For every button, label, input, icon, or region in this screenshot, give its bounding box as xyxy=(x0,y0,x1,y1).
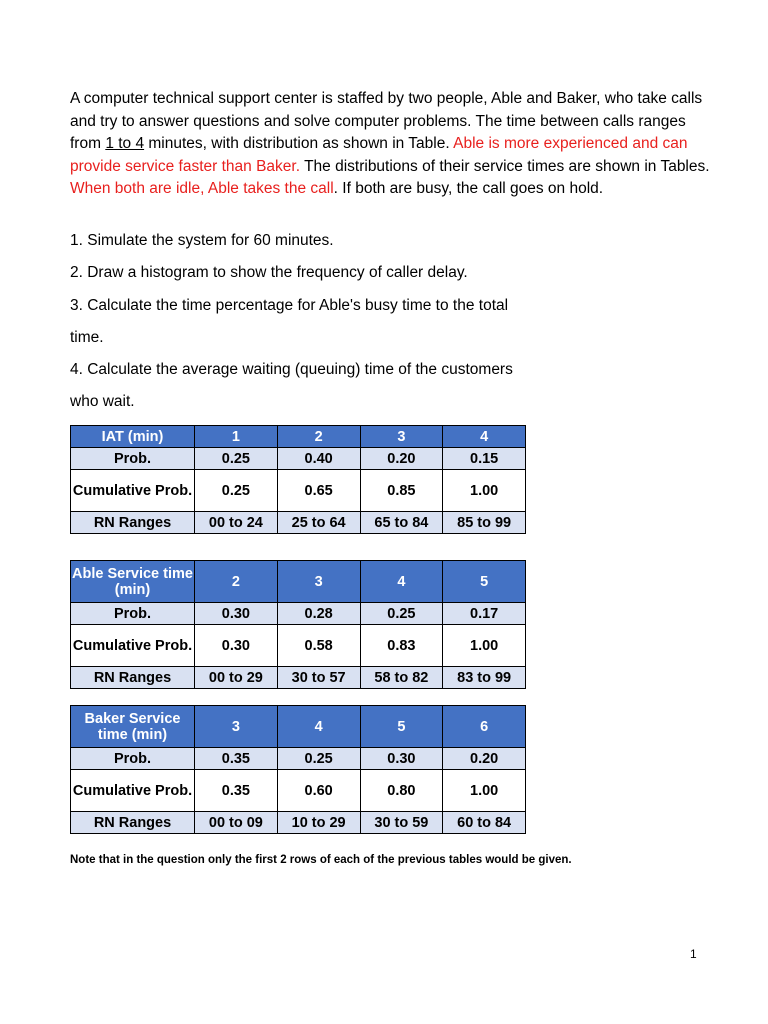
table-cell: 58 to 82 xyxy=(360,667,443,689)
header-cell: 5 xyxy=(443,561,526,603)
table-cell: 0.25 xyxy=(195,448,278,470)
header-label: IAT (min) xyxy=(71,426,195,448)
interarrival-range: 1 to 4 xyxy=(105,135,145,153)
intro-text-4: . If both are busy, the call goes on hold. xyxy=(333,180,604,198)
header-cell: 6 xyxy=(443,706,526,748)
table-cell: 1.00 xyxy=(443,470,526,512)
iat-table xyxy=(70,425,526,534)
table-row-cumulative xyxy=(71,470,526,512)
table-cell: 0.35 xyxy=(195,748,278,770)
header-cell: 4 xyxy=(443,426,526,448)
intro-text-2: minutes, with distribution as shown in Table. xyxy=(144,135,454,153)
row-label: Cumulative Prob. xyxy=(71,770,195,812)
table-cell: 0.25 xyxy=(195,470,278,512)
able-service-table xyxy=(70,560,526,689)
table-row-rn-ranges xyxy=(71,512,526,534)
highlight-able-experience: Able is more experienced and can provide service faster than Baker. xyxy=(70,135,688,175)
table-cell: 0.30 xyxy=(195,625,278,667)
row-label: Prob. xyxy=(71,603,195,625)
table-row-prob xyxy=(71,603,526,625)
row-label: RN Ranges xyxy=(71,812,195,834)
table-cell: 0.80 xyxy=(360,770,443,812)
table-header-row xyxy=(71,561,526,603)
baker-service-table xyxy=(70,705,526,834)
table-cell: 30 to 57 xyxy=(277,667,360,689)
row-label: RN Ranges xyxy=(71,667,195,689)
intro-text-1: A computer technical support center is staffed by two people, Able and Baker, who take calls and try to answer questions and solve computer problems. The time between calls ranges from xyxy=(70,90,703,153)
header-cell: 2 xyxy=(195,561,278,603)
table-cell: 1.00 xyxy=(443,625,526,667)
question-4-line-1: 4. Calculate the average waiting (queuing) time of the customers xyxy=(70,361,513,378)
table-row-prob xyxy=(71,448,526,470)
header-label: Baker Service time (min) xyxy=(71,706,195,748)
question-3-line-1: 3. Calculate the time percentage for Able's busy time to the total xyxy=(70,297,509,314)
question-2: 2. Draw a histogram to show the frequency of caller delay. xyxy=(70,264,468,281)
table-cell: 10 to 29 xyxy=(277,812,360,834)
intro-text-3: The distributions of their service times are shown in Tables. xyxy=(300,157,710,175)
table-cell: 85 to 99 xyxy=(443,512,526,534)
header-label: Able Service time (min) xyxy=(71,561,195,603)
table-cell: 00 to 29 xyxy=(195,667,278,689)
table-cell: 0.35 xyxy=(195,770,278,812)
row-label: RN Ranges xyxy=(71,512,195,534)
table-cell: 0.25 xyxy=(277,748,360,770)
table-row-cumulative xyxy=(71,770,526,812)
intro-paragraph xyxy=(70,88,710,201)
table-cell: 0.15 xyxy=(443,448,526,470)
header-cell: 3 xyxy=(195,706,278,748)
footnote: Note that in the question only the first 2 rows of each of the previous tables would be given. xyxy=(70,854,572,866)
table-row-cumulative xyxy=(71,625,526,667)
table-cell: 0.20 xyxy=(360,448,443,470)
row-label: Prob. xyxy=(71,448,195,470)
table-cell: 0.40 xyxy=(277,448,360,470)
table-cell: 0.28 xyxy=(277,603,360,625)
table-header-row xyxy=(71,706,526,748)
table-cell: 00 to 24 xyxy=(195,512,278,534)
table-cell: 0.85 xyxy=(360,470,443,512)
header-cell: 5 xyxy=(360,706,443,748)
table-row-prob xyxy=(71,748,526,770)
table-row-rn-ranges xyxy=(71,667,526,689)
page-number: 1 xyxy=(690,947,697,961)
header-cell: 3 xyxy=(360,426,443,448)
highlight-idle-rule: When both are idle, Able takes the call xyxy=(70,180,334,198)
table-cell: 30 to 59 xyxy=(360,812,443,834)
header-cell: 3 xyxy=(277,561,360,603)
header-cell: 4 xyxy=(360,561,443,603)
question-3-line-2: time. xyxy=(70,329,104,346)
table-cell: 65 to 84 xyxy=(360,512,443,534)
question-1: 1. Simulate the system for 60 minutes. xyxy=(70,232,334,249)
question-4-line-2: who wait. xyxy=(70,393,135,410)
header-cell: 1 xyxy=(195,426,278,448)
table-cell: 0.25 xyxy=(360,603,443,625)
row-label: Cumulative Prob. xyxy=(71,470,195,512)
table-cell: 0.30 xyxy=(195,603,278,625)
row-label: Prob. xyxy=(71,748,195,770)
header-cell: 4 xyxy=(277,706,360,748)
row-label: Cumulative Prob. xyxy=(71,625,195,667)
table-cell: 0.20 xyxy=(443,748,526,770)
table-cell: 00 to 09 xyxy=(195,812,278,834)
table-cell: 0.17 xyxy=(443,603,526,625)
header-cell: 2 xyxy=(277,426,360,448)
table-row-rn-ranges xyxy=(71,812,526,834)
table-cell: 60 to 84 xyxy=(443,812,526,834)
table-cell: 83 to 99 xyxy=(443,667,526,689)
table-cell: 1.00 xyxy=(443,770,526,812)
table-cell: 25 to 64 xyxy=(277,512,360,534)
table-cell: 0.60 xyxy=(277,770,360,812)
table-cell: 0.58 xyxy=(277,625,360,667)
table-cell: 0.83 xyxy=(360,625,443,667)
table-cell: 0.30 xyxy=(360,748,443,770)
table-header-row xyxy=(71,426,526,448)
table-cell: 0.65 xyxy=(277,470,360,512)
